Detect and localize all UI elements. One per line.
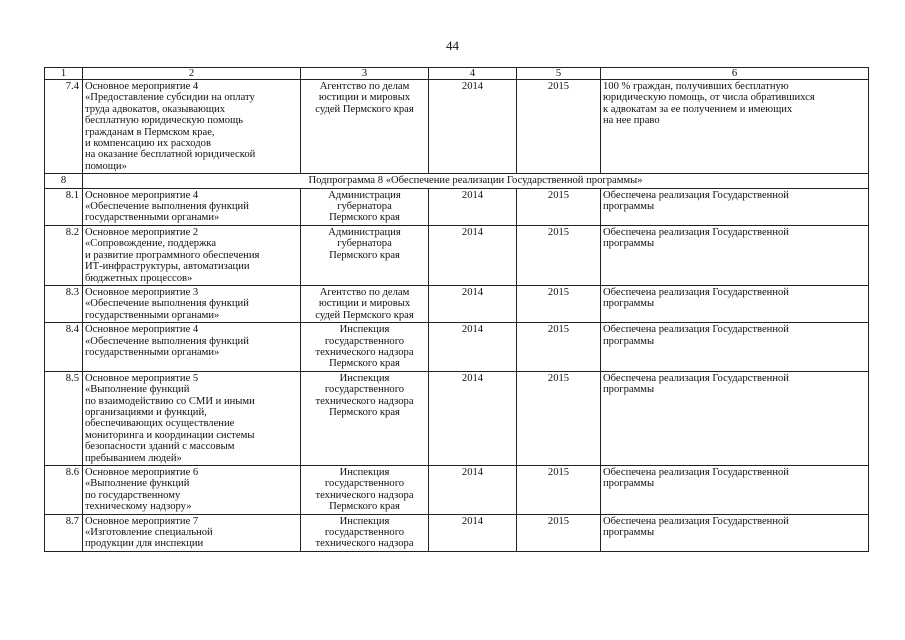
measures-table (44, 67, 869, 552)
result-cell: Обеспечена реализация Государственной программы (601, 466, 869, 515)
result-cell: Обеспечена реализация Государственной программы (601, 225, 869, 285)
start-year-cell: 2014 (429, 323, 517, 372)
row-number: 8.5 (45, 371, 83, 465)
column-header: 6 (601, 68, 869, 80)
executor-cell: Инспекция государственного технического надзора Пермского края (301, 371, 429, 465)
subprogram-row (45, 174, 869, 188)
table-row (45, 323, 869, 372)
row-number: 8.1 (45, 188, 83, 225)
row-number: 8.3 (45, 285, 83, 322)
row-number: 8.6 (45, 466, 83, 515)
executor-cell: Агентство по делам юстиции и мировых судей Пермского края (301, 285, 429, 322)
subprogram-title: Подпрограмма 8 «Обеспечение реализации Государственной программы» (83, 174, 869, 188)
activity-cell: Основное мероприятие 2 «Сопровождение, поддержка и развитие программного обеспечения ИТ-инфраструктуры, автоматизации бюджетных процессов» (83, 225, 301, 285)
result-cell: Обеспечена реализация Государственной программы (601, 371, 869, 465)
end-year-cell: 2015 (517, 514, 601, 551)
start-year-cell: 2014 (429, 225, 517, 285)
end-year-cell: 2015 (517, 466, 601, 515)
executor-cell: Инспекция государственного технического надзора Пермского края (301, 466, 429, 515)
activity-cell: Основное мероприятие 3 «Обеспечение выполнения функций государственными органами» (83, 285, 301, 322)
column-header: 3 (301, 68, 429, 80)
column-header: 4 (429, 68, 517, 80)
result-cell: Обеспечена реализация Государственной программы (601, 323, 869, 372)
start-year-cell: 2014 (429, 466, 517, 515)
activity-cell: Основное мероприятие 4 «Обеспечение выполнения функций государственными органами» (83, 188, 301, 225)
activity-cell: Основное мероприятие 4 «Обеспечение выполнения функций государственными органами» (83, 323, 301, 372)
activity-cell: Основное мероприятие 6 «Выполнение функций по государственному техническому надзору» (83, 466, 301, 515)
column-header: 2 (83, 68, 301, 80)
table-row (45, 371, 869, 465)
row-number: 8.4 (45, 323, 83, 372)
end-year-cell: 2015 (517, 188, 601, 225)
table-header-row (45, 68, 869, 80)
executor-cell: Агентство по делам юстиции и мировых судей Пермского края (301, 80, 429, 174)
table-row (45, 466, 869, 515)
activity-cell: Основное мероприятие 7 «Изготовление специальной продукции для инспекции (83, 514, 301, 551)
table-row (45, 514, 869, 551)
table-row (45, 225, 869, 285)
result-cell: Обеспечена реализация Государственной программы (601, 188, 869, 225)
row-number: 8 (45, 174, 83, 188)
end-year-cell: 2015 (517, 285, 601, 322)
activity-cell: Основное мероприятие 5 «Выполнение функций по взаимодействию со СМИ и иными организациями и функций, обеспечивающих осуществление мониторинга и координации системы безопасности зданий с массовым пребыванием людей» (83, 371, 301, 465)
activity-cell: Основное мероприятие 4 «Предоставление субсидии на оплату труда адвокатов, оказывающих бесплатную юридическую помощь гражданам в Пермском крае, и компенсацию их расходов на оказание бесплатной юридической помощи» (83, 80, 301, 174)
result-cell: Обеспечена реализация Государственной программы (601, 514, 869, 551)
result-cell: Обеспечена реализация Государственной программы (601, 285, 869, 322)
row-number: 7.4 (45, 80, 83, 174)
start-year-cell: 2014 (429, 285, 517, 322)
end-year-cell: 2015 (517, 80, 601, 174)
end-year-cell: 2015 (517, 371, 601, 465)
executor-cell: Инспекция государственного технического надзора Пермского края (301, 323, 429, 372)
end-year-cell: 2015 (517, 225, 601, 285)
executor-cell: Инспекция государственного технического надзора (301, 514, 429, 551)
row-number: 8.7 (45, 514, 83, 551)
result-cell: 100 % граждан, получивших бесплатную юридическую помощь, от числа обратившихся к адвокатам за ее получением и имеющих на нее право (601, 80, 869, 174)
executor-cell: Администрация губернатора Пермского края (301, 225, 429, 285)
page-number: 44 (446, 38, 459, 53)
table-row (45, 80, 869, 174)
column-header: 5 (517, 68, 601, 80)
table-row (45, 188, 869, 225)
end-year-cell: 2015 (517, 323, 601, 372)
start-year-cell: 2014 (429, 80, 517, 174)
row-number: 8.2 (45, 225, 83, 285)
start-year-cell: 2014 (429, 188, 517, 225)
column-header: 1 (45, 68, 83, 80)
start-year-cell: 2014 (429, 371, 517, 465)
executor-cell: Администрация губернатора Пермского края (301, 188, 429, 225)
start-year-cell: 2014 (429, 514, 517, 551)
table-row (45, 285, 869, 322)
